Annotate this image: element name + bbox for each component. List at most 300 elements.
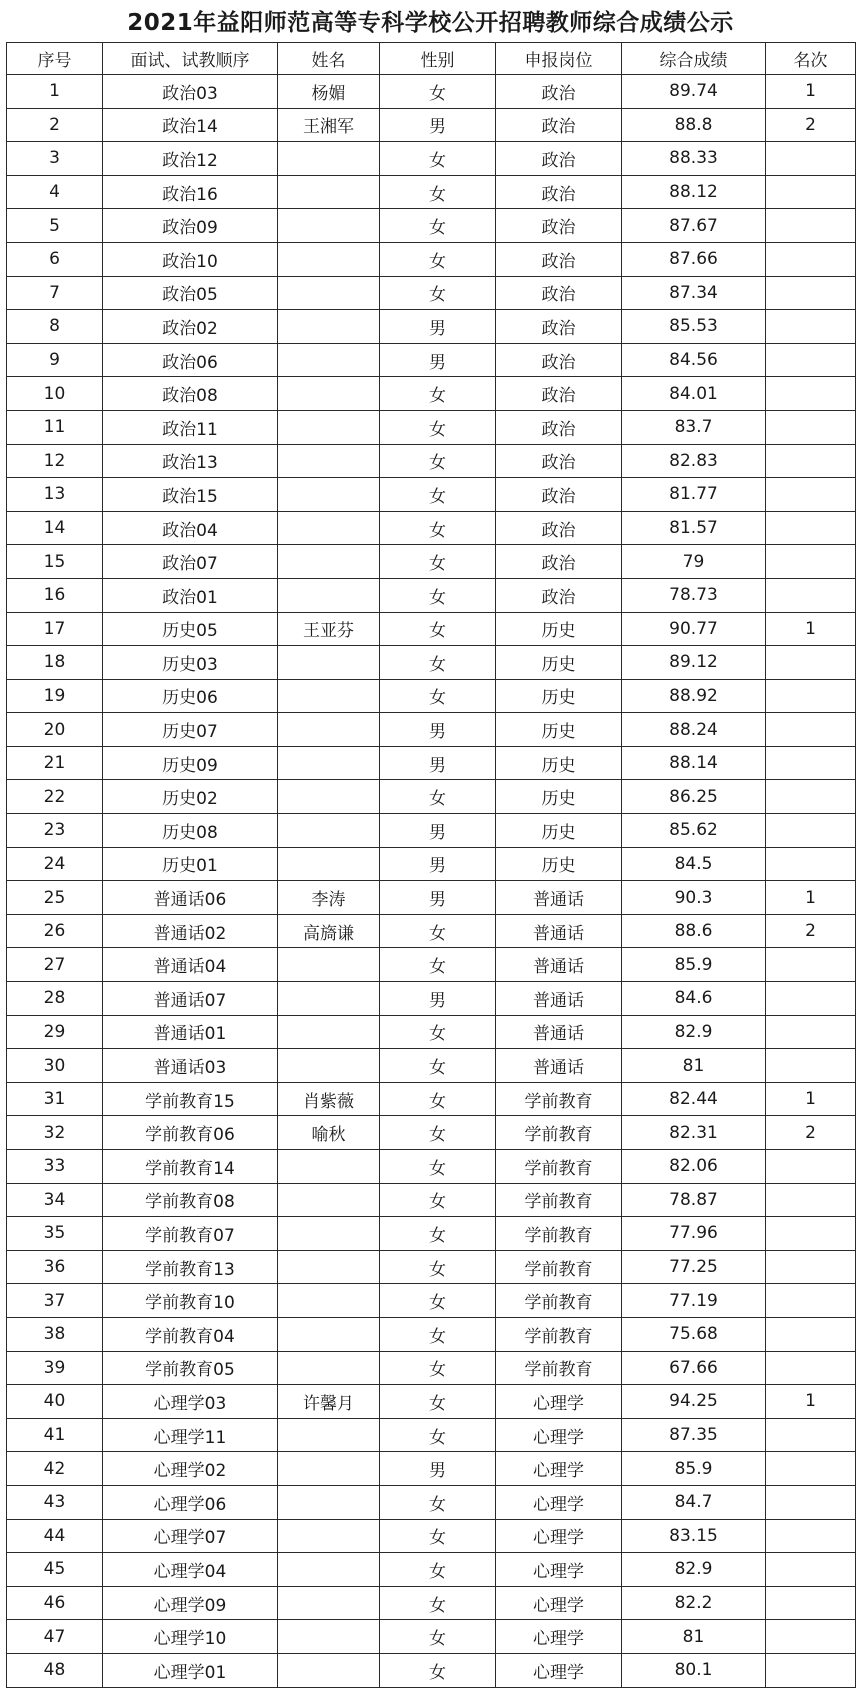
cell-rank xyxy=(766,1015,856,1049)
cell-name xyxy=(278,175,380,209)
cell-name xyxy=(278,1620,380,1654)
table-row xyxy=(7,276,856,310)
cell-rank xyxy=(766,1418,856,1452)
cell-serial-number: 45 xyxy=(7,1553,103,1587)
cell-position: 学前教育 xyxy=(496,1217,622,1251)
table-row xyxy=(7,746,856,780)
cell-total-score: 82.06 xyxy=(622,1150,766,1184)
cell-total-score: 82.2 xyxy=(622,1586,766,1620)
cell-gender: 女 xyxy=(380,679,496,713)
cell-interview-order: 普通话02 xyxy=(103,914,278,948)
cell-gender: 男 xyxy=(380,881,496,915)
cell-name xyxy=(278,1015,380,1049)
cell-rank: 1 xyxy=(766,1385,856,1419)
header-total-score: 综合成绩 xyxy=(622,43,766,75)
cell-position: 学前教育 xyxy=(496,1116,622,1150)
cell-position: 心理学 xyxy=(496,1586,622,1620)
table-row xyxy=(7,444,856,478)
cell-position: 学前教育 xyxy=(496,1317,622,1351)
cell-interview-order: 学前教育15 xyxy=(103,1082,278,1116)
table-row xyxy=(7,1485,856,1519)
table-row xyxy=(7,175,856,209)
cell-rank xyxy=(766,1519,856,1553)
cell-gender: 男 xyxy=(380,310,496,344)
table-row xyxy=(7,1418,856,1452)
cell-interview-order: 心理学09 xyxy=(103,1586,278,1620)
cell-serial-number: 20 xyxy=(7,713,103,747)
cell-rank xyxy=(766,343,856,377)
table-row xyxy=(7,881,856,915)
cell-interview-order: 政治16 xyxy=(103,175,278,209)
cell-name xyxy=(278,1351,380,1385)
cell-interview-order: 政治14 xyxy=(103,108,278,142)
cell-position: 政治 xyxy=(496,209,622,243)
cell-serial-number: 5 xyxy=(7,209,103,243)
cell-position: 普通话 xyxy=(496,982,622,1016)
cell-position: 普通话 xyxy=(496,948,622,982)
cell-serial-number: 28 xyxy=(7,982,103,1016)
cell-position: 心理学 xyxy=(496,1620,622,1654)
cell-gender: 女 xyxy=(380,175,496,209)
cell-gender: 女 xyxy=(380,1250,496,1284)
cell-name xyxy=(278,578,380,612)
table-row xyxy=(7,1150,856,1184)
cell-gender: 女 xyxy=(380,1116,496,1150)
cell-position: 政治 xyxy=(496,242,622,276)
cell-name xyxy=(278,1183,380,1217)
cell-name: 杨媚 xyxy=(278,75,380,109)
cell-interview-order: 政治07 xyxy=(103,545,278,579)
cell-name xyxy=(278,948,380,982)
cell-serial-number: 40 xyxy=(7,1385,103,1419)
cell-name xyxy=(278,1485,380,1519)
cell-serial-number: 35 xyxy=(7,1217,103,1251)
cell-gender: 女 xyxy=(380,1385,496,1419)
table-row xyxy=(7,1082,856,1116)
cell-position: 历史 xyxy=(496,780,622,814)
cell-rank xyxy=(766,1317,856,1351)
cell-rank: 1 xyxy=(766,612,856,646)
cell-serial-number: 34 xyxy=(7,1183,103,1217)
cell-serial-number: 44 xyxy=(7,1519,103,1553)
cell-interview-order: 普通话07 xyxy=(103,982,278,1016)
table-row xyxy=(7,814,856,848)
cell-rank xyxy=(766,142,856,176)
cell-total-score: 88.92 xyxy=(622,679,766,713)
cell-total-score: 82.9 xyxy=(622,1553,766,1587)
cell-gender: 男 xyxy=(380,1452,496,1486)
cell-rank xyxy=(766,478,856,512)
cell-position: 历史 xyxy=(496,847,622,881)
cell-rank xyxy=(766,175,856,209)
cell-gender: 女 xyxy=(380,1317,496,1351)
cell-interview-order: 心理学06 xyxy=(103,1485,278,1519)
cell-interview-order: 普通话04 xyxy=(103,948,278,982)
cell-gender: 女 xyxy=(380,242,496,276)
cell-total-score: 88.24 xyxy=(622,713,766,747)
cell-rank xyxy=(766,1452,856,1486)
cell-position: 心理学 xyxy=(496,1553,622,1587)
cell-serial-number: 13 xyxy=(7,478,103,512)
cell-position: 普通话 xyxy=(496,1049,622,1083)
table-row xyxy=(7,679,856,713)
cell-name xyxy=(278,1217,380,1251)
cell-gender: 男 xyxy=(380,847,496,881)
cell-serial-number: 17 xyxy=(7,612,103,646)
cell-total-score: 85.9 xyxy=(622,1452,766,1486)
table-row xyxy=(7,511,856,545)
cell-interview-order: 政治03 xyxy=(103,75,278,109)
cell-position: 政治 xyxy=(496,142,622,176)
cell-total-score: 87.35 xyxy=(622,1418,766,1452)
cell-serial-number: 19 xyxy=(7,679,103,713)
cell-rank xyxy=(766,545,856,579)
cell-total-score: 79 xyxy=(622,545,766,579)
cell-serial-number: 10 xyxy=(7,377,103,411)
cell-gender: 男 xyxy=(380,814,496,848)
header-name: 姓名 xyxy=(278,43,380,75)
cell-total-score: 85.53 xyxy=(622,310,766,344)
cell-name xyxy=(278,1418,380,1452)
cell-serial-number: 1 xyxy=(7,75,103,109)
table-row xyxy=(7,1250,856,1284)
cell-name xyxy=(278,1250,380,1284)
cell-total-score: 88.33 xyxy=(622,142,766,176)
cell-name xyxy=(278,1049,380,1083)
cell-serial-number: 3 xyxy=(7,142,103,176)
table-row xyxy=(7,1452,856,1486)
cell-serial-number: 48 xyxy=(7,1653,103,1687)
cell-rank xyxy=(766,1284,856,1318)
cell-name: 王亚芬 xyxy=(278,612,380,646)
cell-total-score: 88.12 xyxy=(622,175,766,209)
cell-interview-order: 政治12 xyxy=(103,142,278,176)
cell-gender: 男 xyxy=(380,746,496,780)
table-row xyxy=(7,646,856,680)
cell-rank xyxy=(766,746,856,780)
cell-position: 心理学 xyxy=(496,1418,622,1452)
cell-serial-number: 36 xyxy=(7,1250,103,1284)
cell-rank xyxy=(766,814,856,848)
cell-total-score: 86.25 xyxy=(622,780,766,814)
cell-position: 学前教育 xyxy=(496,1250,622,1284)
cell-interview-order: 学前教育06 xyxy=(103,1116,278,1150)
cell-position: 学前教育 xyxy=(496,1351,622,1385)
cell-serial-number: 27 xyxy=(7,948,103,982)
cell-rank xyxy=(766,1049,856,1083)
cell-name xyxy=(278,1317,380,1351)
cell-total-score: 82.44 xyxy=(622,1082,766,1116)
table-row xyxy=(7,478,856,512)
cell-rank xyxy=(766,444,856,478)
cell-serial-number: 38 xyxy=(7,1317,103,1351)
cell-name xyxy=(278,1452,380,1486)
cell-name xyxy=(278,1586,380,1620)
cell-total-score: 87.67 xyxy=(622,209,766,243)
cell-name: 肖紫薇 xyxy=(278,1082,380,1116)
table-row xyxy=(7,1015,856,1049)
cell-interview-order: 政治02 xyxy=(103,310,278,344)
cell-interview-order: 历史03 xyxy=(103,646,278,680)
cell-serial-number: 47 xyxy=(7,1620,103,1654)
cell-rank xyxy=(766,1351,856,1385)
cell-total-score: 82.31 xyxy=(622,1116,766,1150)
cell-total-score: 84.01 xyxy=(622,377,766,411)
table-row xyxy=(7,1385,856,1419)
cell-total-score: 82.83 xyxy=(622,444,766,478)
cell-serial-number: 25 xyxy=(7,881,103,915)
cell-total-score: 78.73 xyxy=(622,578,766,612)
cell-interview-order: 心理学07 xyxy=(103,1519,278,1553)
cell-total-score: 77.96 xyxy=(622,1217,766,1251)
cell-rank xyxy=(766,578,856,612)
cell-rank xyxy=(766,1553,856,1587)
cell-total-score: 87.34 xyxy=(622,276,766,310)
cell-name xyxy=(278,343,380,377)
cell-rank xyxy=(766,982,856,1016)
cell-gender: 女 xyxy=(380,1183,496,1217)
cell-name xyxy=(278,814,380,848)
cell-total-score: 83.7 xyxy=(622,410,766,444)
cell-gender: 女 xyxy=(380,1586,496,1620)
header-interview-order: 面试、试教顺序 xyxy=(103,43,278,75)
table-header xyxy=(7,43,856,75)
cell-gender: 男 xyxy=(380,108,496,142)
cell-rank xyxy=(766,679,856,713)
score-table xyxy=(6,42,856,1688)
table-row xyxy=(7,242,856,276)
cell-rank xyxy=(766,377,856,411)
cell-position: 政治 xyxy=(496,108,622,142)
table-row xyxy=(7,343,856,377)
cell-serial-number: 2 xyxy=(7,108,103,142)
cell-serial-number: 31 xyxy=(7,1082,103,1116)
cell-position: 政治 xyxy=(496,343,622,377)
table-row xyxy=(7,1351,856,1385)
cell-rank xyxy=(766,310,856,344)
cell-position: 心理学 xyxy=(496,1385,622,1419)
cell-total-score: 90.77 xyxy=(622,612,766,646)
cell-serial-number: 11 xyxy=(7,410,103,444)
cell-interview-order: 历史07 xyxy=(103,713,278,747)
cell-position: 政治 xyxy=(496,276,622,310)
cell-position: 政治 xyxy=(496,310,622,344)
cell-position: 历史 xyxy=(496,746,622,780)
cell-gender: 女 xyxy=(380,1519,496,1553)
cell-interview-order: 学前教育07 xyxy=(103,1217,278,1251)
cell-rank: 2 xyxy=(766,1116,856,1150)
cell-rank: 1 xyxy=(766,1082,856,1116)
table-row xyxy=(7,612,856,646)
cell-gender: 女 xyxy=(380,578,496,612)
cell-serial-number: 12 xyxy=(7,444,103,478)
cell-name xyxy=(278,242,380,276)
cell-name xyxy=(278,310,380,344)
cell-name xyxy=(278,1519,380,1553)
cell-interview-order: 心理学01 xyxy=(103,1653,278,1687)
cell-gender: 女 xyxy=(380,612,496,646)
cell-serial-number: 4 xyxy=(7,175,103,209)
cell-name xyxy=(278,679,380,713)
cell-rank xyxy=(766,276,856,310)
table-row xyxy=(7,982,856,1016)
table-row xyxy=(7,1317,856,1351)
cell-position: 普通话 xyxy=(496,881,622,915)
cell-total-score: 84.56 xyxy=(622,343,766,377)
cell-gender: 女 xyxy=(380,1620,496,1654)
cell-position: 学前教育 xyxy=(496,1082,622,1116)
page-title: 2021年益阳师范高等专科学校公开招聘教师综合成绩公示 xyxy=(127,10,734,36)
cell-position: 政治 xyxy=(496,578,622,612)
cell-total-score: 84.6 xyxy=(622,982,766,1016)
cell-position: 心理学 xyxy=(496,1653,622,1687)
cell-total-score: 84.7 xyxy=(622,1485,766,1519)
cell-gender: 女 xyxy=(380,914,496,948)
cell-gender: 女 xyxy=(380,1653,496,1687)
cell-serial-number: 23 xyxy=(7,814,103,848)
cell-interview-order: 历史02 xyxy=(103,780,278,814)
cell-interview-order: 政治09 xyxy=(103,209,278,243)
cell-serial-number: 22 xyxy=(7,780,103,814)
cell-name xyxy=(278,545,380,579)
cell-interview-order: 历史01 xyxy=(103,847,278,881)
cell-interview-order: 政治15 xyxy=(103,478,278,512)
cell-interview-order: 历史09 xyxy=(103,746,278,780)
cell-name xyxy=(278,646,380,680)
table-row xyxy=(7,75,856,109)
cell-rank xyxy=(766,1183,856,1217)
cell-name xyxy=(278,847,380,881)
table-row xyxy=(7,410,856,444)
cell-total-score: 87.66 xyxy=(622,242,766,276)
cell-serial-number: 15 xyxy=(7,545,103,579)
table-row xyxy=(7,1049,856,1083)
cell-total-score: 77.19 xyxy=(622,1284,766,1318)
cell-position: 心理学 xyxy=(496,1519,622,1553)
cell-rank xyxy=(766,1620,856,1654)
cell-serial-number: 41 xyxy=(7,1418,103,1452)
cell-gender: 女 xyxy=(380,1150,496,1184)
table-row xyxy=(7,142,856,176)
cell-name xyxy=(278,1284,380,1318)
cell-total-score: 88.8 xyxy=(622,108,766,142)
cell-interview-order: 政治11 xyxy=(103,410,278,444)
cell-rank xyxy=(766,209,856,243)
table-row xyxy=(7,948,856,982)
cell-serial-number: 6 xyxy=(7,242,103,276)
table-row xyxy=(7,847,856,881)
cell-position: 政治 xyxy=(496,511,622,545)
cell-interview-order: 普通话03 xyxy=(103,1049,278,1083)
cell-name xyxy=(278,1553,380,1587)
cell-name xyxy=(278,1653,380,1687)
cell-serial-number: 46 xyxy=(7,1586,103,1620)
cell-total-score: 90.3 xyxy=(622,881,766,915)
cell-name: 王湘军 xyxy=(278,108,380,142)
cell-serial-number: 18 xyxy=(7,646,103,680)
cell-serial-number: 8 xyxy=(7,310,103,344)
table-row xyxy=(7,1653,856,1687)
cell-rank xyxy=(766,1586,856,1620)
cell-interview-order: 学前教育13 xyxy=(103,1250,278,1284)
table-row xyxy=(7,1116,856,1150)
cell-total-score: 89.12 xyxy=(622,646,766,680)
cell-interview-order: 政治06 xyxy=(103,343,278,377)
cell-interview-order: 政治13 xyxy=(103,444,278,478)
cell-gender: 女 xyxy=(380,511,496,545)
cell-name xyxy=(278,511,380,545)
cell-gender: 女 xyxy=(380,1217,496,1251)
cell-gender: 女 xyxy=(380,780,496,814)
cell-rank xyxy=(766,1653,856,1687)
table-body xyxy=(7,75,856,1688)
cell-gender: 女 xyxy=(380,1082,496,1116)
cell-interview-order: 历史06 xyxy=(103,679,278,713)
cell-serial-number: 9 xyxy=(7,343,103,377)
cell-rank xyxy=(766,1217,856,1251)
cell-gender: 男 xyxy=(380,343,496,377)
cell-position: 心理学 xyxy=(496,1452,622,1486)
cell-position: 学前教育 xyxy=(496,1150,622,1184)
cell-total-score: 85.62 xyxy=(622,814,766,848)
cell-interview-order: 心理学10 xyxy=(103,1620,278,1654)
cell-total-score: 84.5 xyxy=(622,847,766,881)
cell-total-score: 85.9 xyxy=(622,948,766,982)
cell-name xyxy=(278,377,380,411)
cell-name xyxy=(278,142,380,176)
cell-serial-number: 29 xyxy=(7,1015,103,1049)
cell-gender: 女 xyxy=(380,1284,496,1318)
header-gender: 性别 xyxy=(380,43,496,75)
cell-total-score: 82.9 xyxy=(622,1015,766,1049)
cell-gender: 女 xyxy=(380,377,496,411)
cell-name: 许馨月 xyxy=(278,1385,380,1419)
cell-position: 政治 xyxy=(496,75,622,109)
cell-interview-order: 政治05 xyxy=(103,276,278,310)
cell-position: 政治 xyxy=(496,175,622,209)
cell-name: 喻秋 xyxy=(278,1116,380,1150)
cell-gender: 女 xyxy=(380,410,496,444)
cell-total-score: 78.87 xyxy=(622,1183,766,1217)
cell-rank xyxy=(766,713,856,747)
cell-total-score: 77.25 xyxy=(622,1250,766,1284)
table-row xyxy=(7,1217,856,1251)
cell-position: 政治 xyxy=(496,377,622,411)
cell-rank xyxy=(766,1485,856,1519)
cell-position: 政治 xyxy=(496,410,622,444)
cell-gender: 女 xyxy=(380,1418,496,1452)
cell-rank: 1 xyxy=(766,881,856,915)
cell-position: 政治 xyxy=(496,444,622,478)
table-row xyxy=(7,1553,856,1587)
cell-gender: 男 xyxy=(380,713,496,747)
table-row xyxy=(7,914,856,948)
cell-serial-number: 14 xyxy=(7,511,103,545)
table-row xyxy=(7,310,856,344)
cell-name xyxy=(278,209,380,243)
cell-serial-number: 32 xyxy=(7,1116,103,1150)
table-row xyxy=(7,1519,856,1553)
cell-total-score: 81 xyxy=(622,1620,766,1654)
cell-gender: 男 xyxy=(380,982,496,1016)
table-row xyxy=(7,1586,856,1620)
cell-gender: 女 xyxy=(380,1015,496,1049)
cell-position: 学前教育 xyxy=(496,1284,622,1318)
cell-rank xyxy=(766,948,856,982)
cell-total-score: 94.25 xyxy=(622,1385,766,1419)
cell-interview-order: 政治10 xyxy=(103,242,278,276)
cell-position: 历史 xyxy=(496,814,622,848)
